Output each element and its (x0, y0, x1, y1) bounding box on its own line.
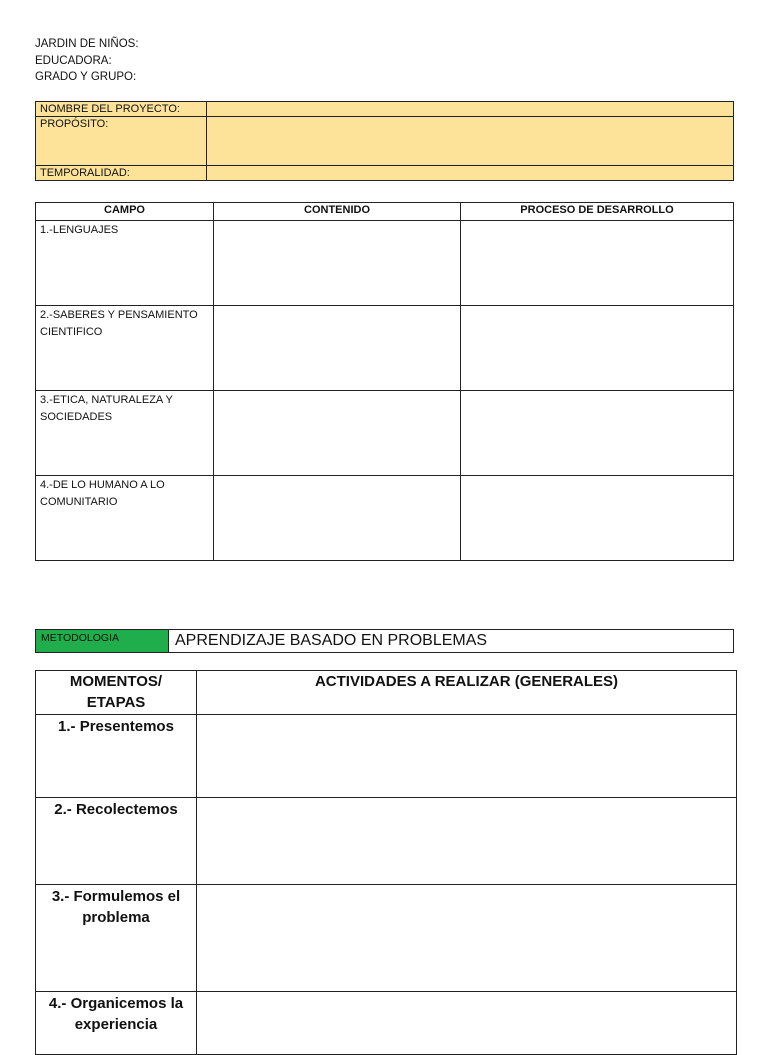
table-row (36, 715, 737, 798)
table-row (36, 885, 737, 992)
table-row (36, 221, 734, 306)
proceso-cell[interactable] (461, 476, 734, 561)
actividades-header: ACTIVIDADES A REALIZAR (GENERALES) (197, 671, 737, 715)
campo-cell: 2.-SABERES Y PENSAMIENTO CIENTIFICO (36, 306, 214, 391)
metodologia-value: APRENDIZAJE BASADO EN PROBLEMAS (169, 630, 734, 653)
proceso-header: PROCESO DE DESARROLLO (461, 203, 734, 221)
metodologia-bar (35, 629, 734, 653)
momento-cell: 1.- Presentemos (36, 715, 197, 798)
educadora-label: EDUCADORA: (35, 54, 112, 67)
proceso-cell[interactable] (461, 306, 734, 391)
document-header (35, 36, 139, 86)
jardin-label: JARDIN DE NIÑOS: (35, 38, 139, 50)
momento-cell: 3.- Formulemos el problema (36, 885, 197, 992)
contenido-header: CONTENIDO (214, 203, 461, 221)
campo-cell: 4.-DE LO HUMANO A LO COMUNITARIO (36, 476, 214, 561)
actividades-cell[interactable] (197, 798, 737, 885)
momento-cell: 4.- Organicemos la experiencia (36, 992, 197, 1055)
table-row (36, 391, 734, 476)
actividades-cell[interactable] (197, 715, 737, 798)
campo-header: CAMPO (36, 203, 214, 221)
grado-label: GRADO Y GRUPO: (35, 71, 137, 83)
table-row (36, 306, 734, 391)
contenido-cell[interactable] (214, 221, 461, 306)
actividades-cell[interactable] (197, 992, 737, 1055)
nombre-label: NOMBRE DEL PROYECTO: (36, 102, 207, 117)
contenido-cell[interactable] (214, 306, 461, 391)
proceso-cell[interactable] (461, 221, 734, 306)
project-info-table (35, 101, 734, 181)
temporalidad-label: TEMPORALIDAD: (36, 166, 207, 181)
campo-cell: 1.-LENGUAJES (36, 221, 214, 306)
momento-cell: 2.- Recolectemos (36, 798, 197, 885)
proposito-field[interactable] (207, 117, 734, 166)
actividades-cell[interactable] (197, 885, 737, 992)
campos-table (35, 202, 734, 561)
momentos-table (35, 670, 737, 1055)
proposito-label: PROPÓSITO: (36, 117, 207, 166)
temporalidad-field[interactable] (207, 166, 734, 181)
campo-cell: 3.-ETICA, NATURALEZA Y SOCIEDADES (36, 391, 214, 476)
contenido-cell[interactable] (214, 476, 461, 561)
table-row (36, 798, 737, 885)
metodologia-label: METODOLOGIA (36, 630, 169, 653)
nombre-field[interactable] (207, 102, 734, 117)
contenido-cell[interactable] (214, 391, 461, 476)
momentos-header: MOMENTOS/ ETAPAS (36, 671, 197, 715)
proceso-cell[interactable] (461, 391, 734, 476)
table-row (36, 476, 734, 561)
table-row (36, 992, 737, 1055)
